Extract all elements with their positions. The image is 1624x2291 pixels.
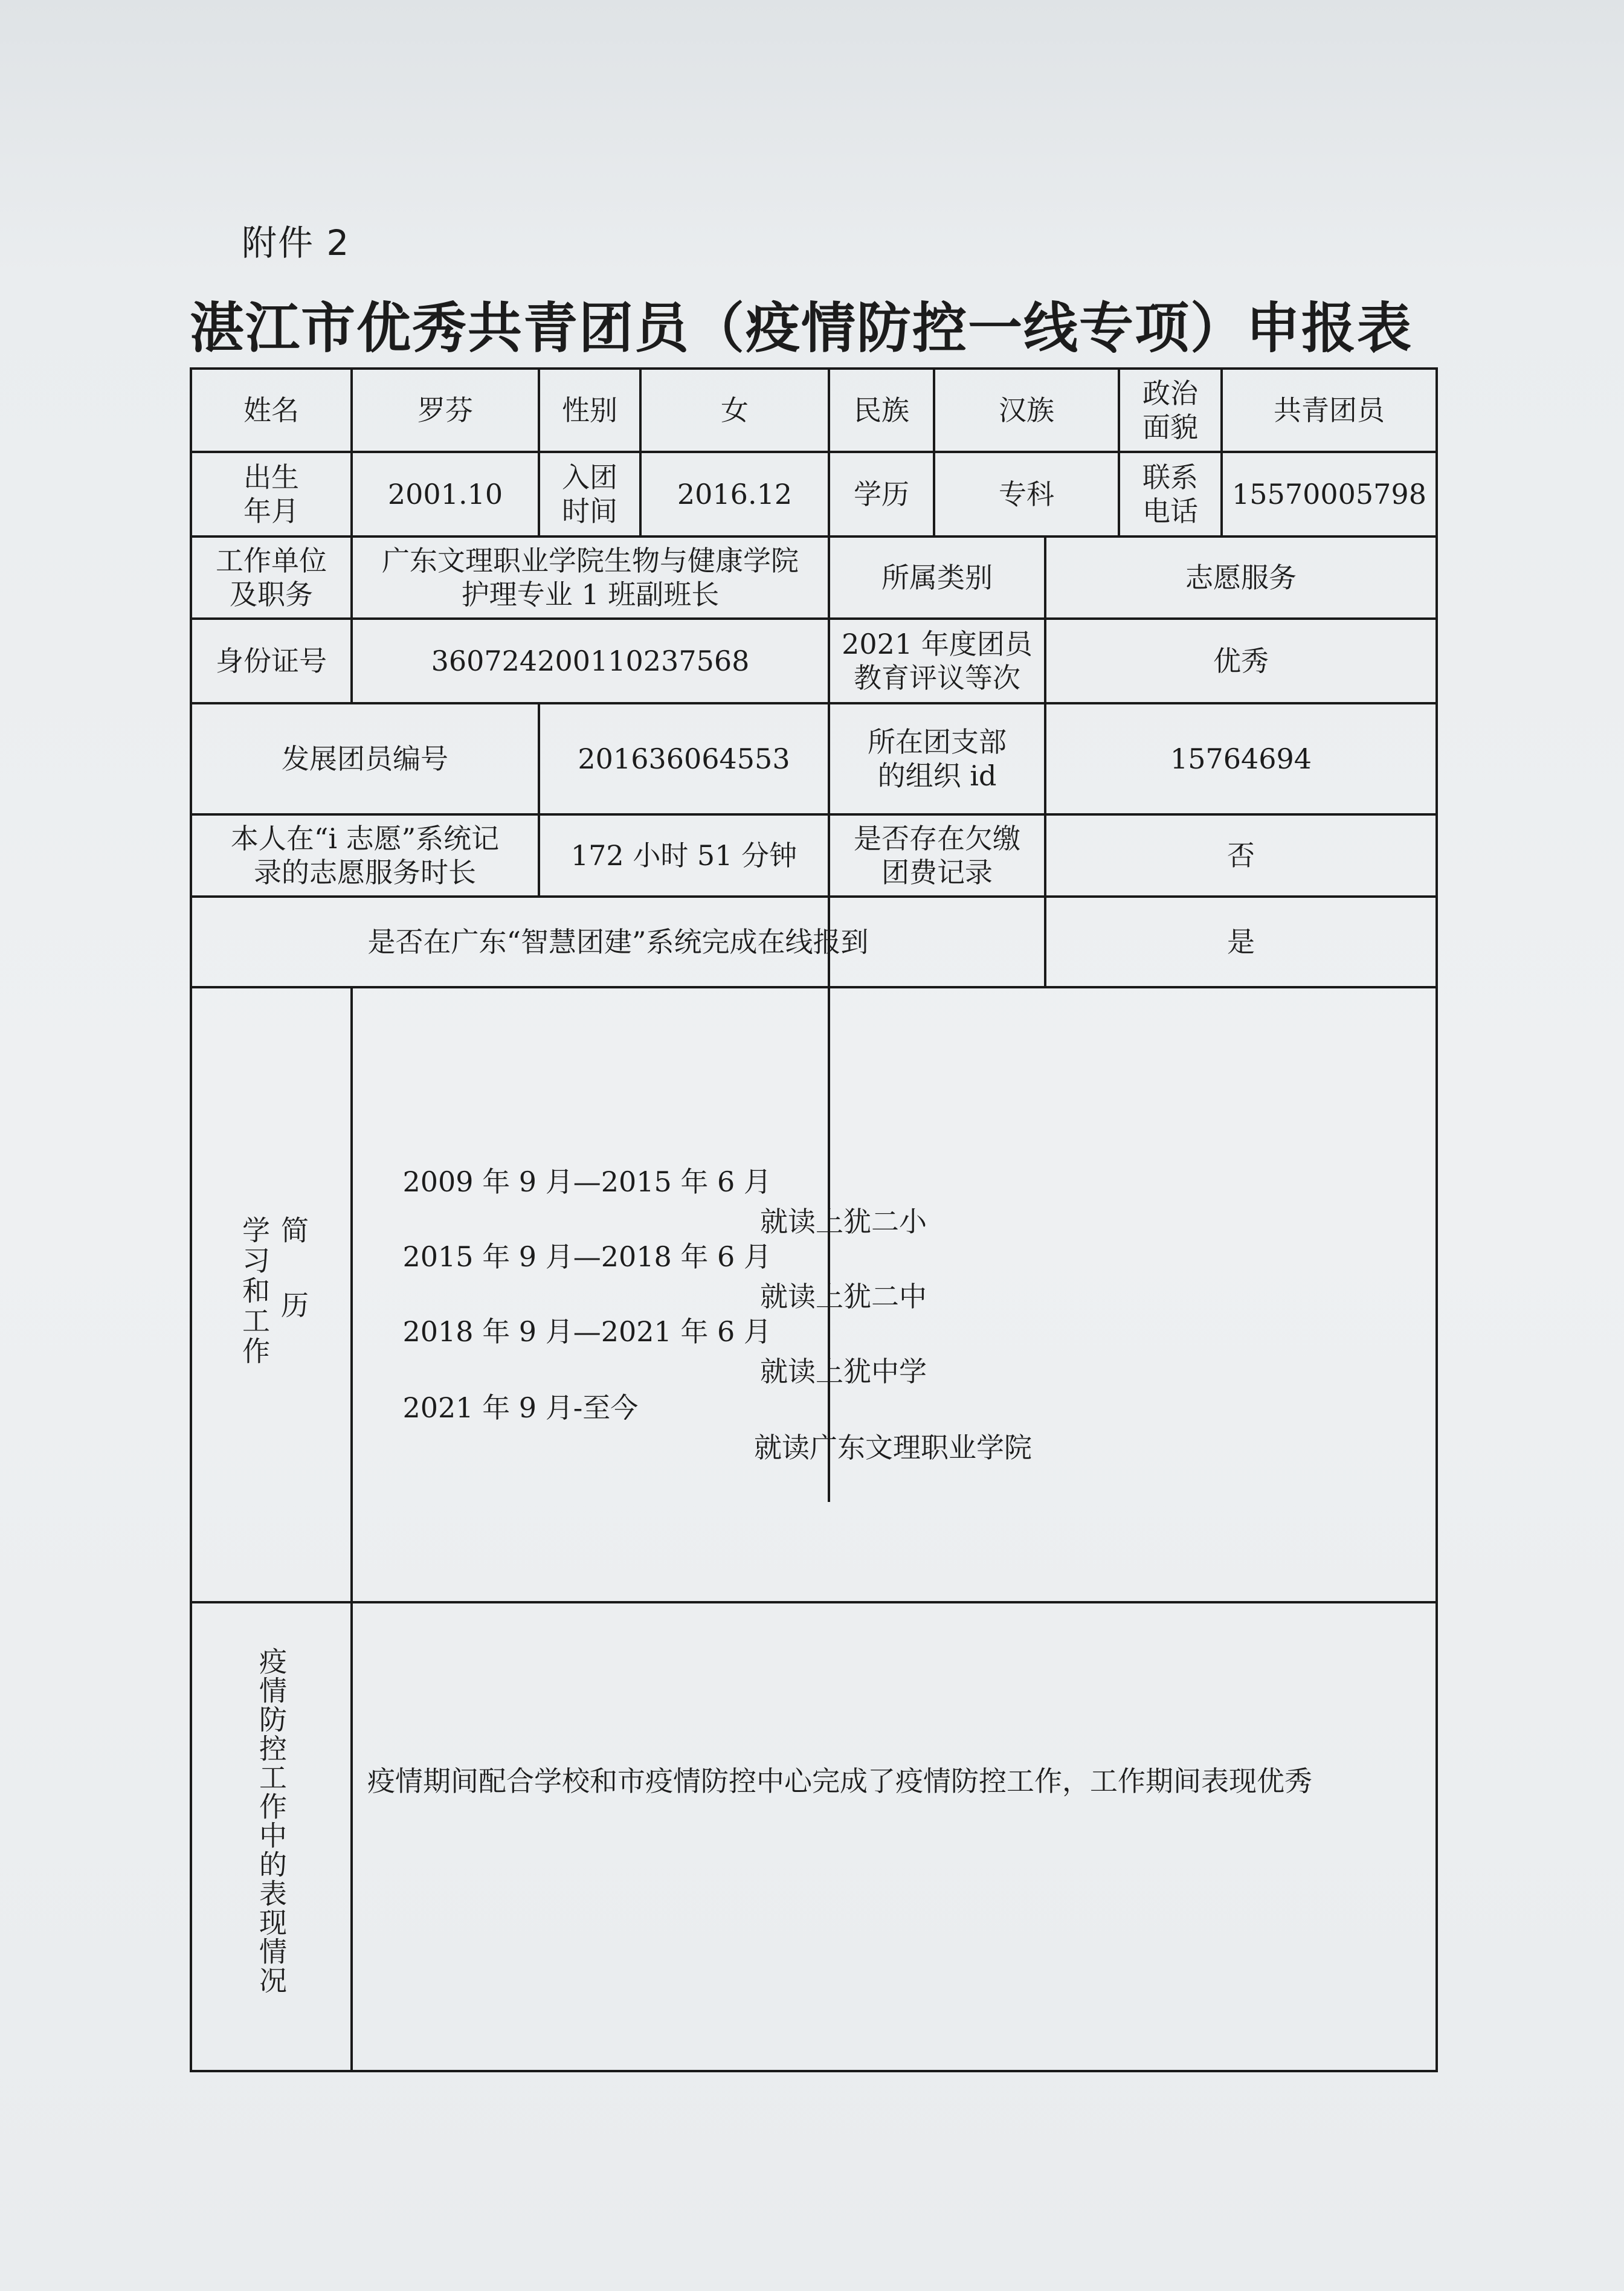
volunteer-hours-label: [192, 816, 538, 895]
history-desc: 就读上犹二小: [760, 1205, 927, 1238]
branch-id-value: 15764694: [1170, 743, 1312, 775]
phone-label-line1: 联系: [1142, 461, 1198, 494]
performance-label: 疫情防控工作中的表现情况: [255, 1647, 288, 1995]
online-checkin-value: 是: [1227, 926, 1255, 958]
political-value: 共青团员: [1274, 394, 1385, 427]
join-date-value: 2016.12: [677, 478, 793, 511]
review-grade-label: [830, 620, 1044, 702]
birth-value: 2001.10: [387, 478, 503, 511]
name-value: 罗芬: [417, 394, 473, 427]
birth-label-line1: 出生: [243, 461, 299, 494]
history-period: 2015 年 9 月—2018 年 6 月: [402, 1240, 772, 1273]
arrears-label: [830, 816, 1044, 895]
work-unit-value: [353, 538, 828, 617]
phone-value: 15570005798: [1232, 478, 1426, 511]
education-label: 学历: [854, 478, 909, 511]
join-date-label-line2: 时间: [562, 495, 617, 527]
id-number-value: 360724200110237568: [431, 645, 750, 677]
history-period: 2021 年 9 月-至今: [402, 1391, 639, 1424]
history-desc: 就读上犹中学: [760, 1355, 927, 1388]
work-unit-value-line1: 广东文理职业学院生物与健康学院: [382, 544, 799, 577]
birth-label: [192, 453, 350, 535]
education-value: 专科: [999, 478, 1054, 511]
history-label-col2: 学习和工作: [238, 1216, 271, 1367]
branch-id-label-line1: 所在团支部: [868, 726, 1007, 758]
table-rule: [350, 986, 353, 2072]
performance-text: 疫情期间配合学校和市疫情防控中心完成了疫情防控工作，工作期间表现优秀: [367, 1765, 1312, 1797]
join-date-label: [540, 453, 639, 535]
table-rule: [1436, 367, 1438, 2072]
political-label: [1120, 370, 1220, 451]
review-grade-value: 优秀: [1213, 645, 1269, 677]
ethnicity-label: 民族: [854, 394, 909, 427]
arrears-label-line1: 是否存在欠缴: [854, 822, 1020, 855]
work-unit-value-line2: 护理专业 1 班副班长: [461, 578, 720, 611]
branch-id-label-line2: 的组织 id: [877, 759, 997, 792]
page-title: 湛江市优秀共青团员（疫情防控一线专项）申报表: [190, 297, 1413, 360]
category-label: 所属类别: [881, 561, 993, 594]
phone-label-line2: 电话: [1142, 495, 1198, 527]
category-value: 志愿服务: [1185, 561, 1297, 594]
attachment-label: 附件 2: [242, 222, 350, 263]
political-label-line1: 政治: [1142, 377, 1198, 410]
work-unit-label: [192, 538, 350, 617]
arrears-value: 否: [1227, 839, 1255, 872]
name-label: 姓名: [243, 394, 299, 427]
work-unit-label-line2: 及职务: [230, 578, 313, 611]
gender-label: 性别: [562, 394, 617, 427]
table-rule: [190, 2070, 1438, 2072]
volunteer-hours-label-line2: 录的志愿服务时长: [254, 856, 476, 889]
table-rule: [190, 986, 1438, 988]
history-desc: 就读上犹二中: [760, 1280, 927, 1313]
work-unit-label-line1: 工作单位: [216, 544, 327, 577]
online-checkin-label: 是否在广东“智慧团建”系统完成在线报到: [367, 926, 869, 958]
history-label-col1: 简历: [277, 1216, 309, 1365]
history-period: 2018 年 9 月—2021 年 6 月: [402, 1315, 772, 1348]
join-date-label-line1: 入团: [562, 461, 617, 494]
id-number-label: 身份证号: [216, 645, 327, 677]
gender-value: 女: [721, 394, 749, 427]
phone-label: [1120, 453, 1220, 535]
review-grade-label-line2: 教育评议等次: [854, 662, 1020, 694]
branch-id-label: [830, 704, 1044, 813]
member-number-label: 发展团员编号: [282, 743, 448, 775]
history-desc: 就读广东文理职业学院: [754, 1431, 1032, 1464]
birth-label-line2: 年月: [243, 495, 299, 527]
volunteer-hours-label-line1: 本人在“i 志愿”系统记: [230, 822, 500, 855]
volunteer-hours-value: 172 小时 51 分钟: [570, 839, 798, 872]
table-rule: [190, 1601, 1438, 1603]
review-grade-label-line1: 2021 年度团员: [842, 628, 1033, 660]
ethnicity-value: 汉族: [999, 394, 1054, 427]
history-period: 2009 年 9 月—2015 年 6 月: [402, 1165, 772, 1198]
member-number-value: 201636064553: [578, 743, 790, 775]
political-label-line2: 面貌: [1142, 411, 1198, 443]
arrears-label-line2: 团费记录: [881, 856, 993, 889]
